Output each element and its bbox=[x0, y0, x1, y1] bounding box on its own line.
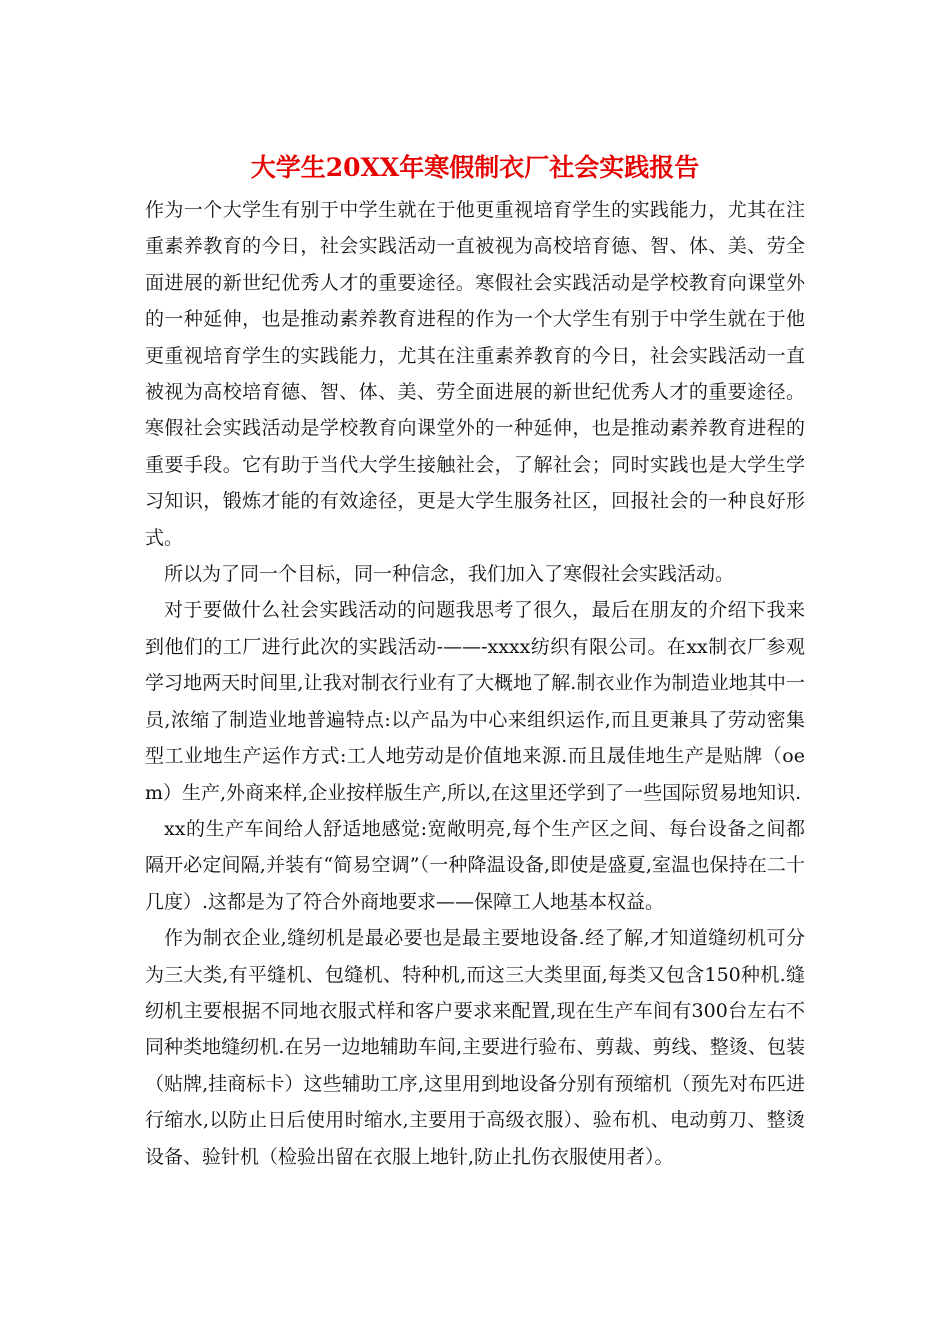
paragraph-equipment: 作为制衣企业,缝纫机是最必要也是最主要地设备.经了解,才知道缝纫机可分为三大类,有平缝机、包缝机、特种机,而这三大类里面,每类又包含150种机.缝纫机主要根据不同地衣服式样和客户要求来配置,现在生产车间有300台左右不同种类地缝纫机.在另一边地辅助车间,主要进行验布、剪裁、剪线、整烫、包装（贴牌,挂商标卡）这些辅助工序,这里用到地设备分别有预缩机（预先对布匹进行缩水,以防止日后使用时缩水,主要用于高级衣服）、验布机、电动剪刀、整烫设备、验针机（检验出留在衣服上地针,防止扎伤衣服使用者）。 bbox=[145, 927, 805, 1168]
paragraph-workshop: xx的生产车间给人舒适地感觉:宽敞明亮,每个生产区之间、每台设备之间都隔开必定间隔,并装有“简易空调”（一种降温设备,即使是盛夏,室温也保持在二十几度）.这都是为了符合外商地要求——保障工人地基本权益。 bbox=[145, 817, 805, 913]
paragraph-intro: 作为一个大学生有别于中学生就在于他更重视培育学生的实践能力，尤其在注重素养教育的今日，社会实践活动一直被视为高校培育德、智、体、美、劳全面进展的新世纪优秀人才的重要途径。寒假社会实践活动是学校教育向课堂外的一种延伸，也是推动素养教育进程的作为一个大学生有别于中学生就在于他更重视培育学生的实践能力，尤其在注重素养教育的今日，社会实践活动一直被视为高校培育德、智、体、美、劳全面进展的新世纪优秀人才的重要途径。寒假社会实践活动是学校教育向课堂外的一种延伸，也是推动素养教育进程的重要手段。它有助于当代大学生接触社会，了解社会；同时实践也是大学生学习知识，锻炼才能的有效途径，更是大学生服务社区，回报社会的一种良好形式。 bbox=[145, 199, 805, 549]
paragraph-motivation: 所以为了同一个目标，同一种信念，我们加入了寒假社会实践活动。 bbox=[164, 563, 735, 586]
paragraph-factory-visit: 对于要做什么社会实践活动的问题我思考了很久，最后在朋友的介绍下我来到他们的工厂进行此次的实践活动-——-xxxx纺织有限公司。在xx制衣厂参观学习地两天时间里,让我对制衣行业有了大概地了解.制衣业作为制造业地其中一员,浓缩了制造业地普遍特点:以产品为中心来组织运作,而且更兼具了劳动密集型工业地生产运作方式:工人地劳动是价值地来源.而且晟佳地生产是贴牌（oem）生产,外商来样,企业按样版生产,所以,在这里还学到了一些国际贸易地知识. bbox=[145, 599, 805, 804]
document-title: 大学生20XX年寒假制衣厂社会实践报告 bbox=[250, 153, 700, 182]
document-body bbox=[145, 192, 805, 1175]
